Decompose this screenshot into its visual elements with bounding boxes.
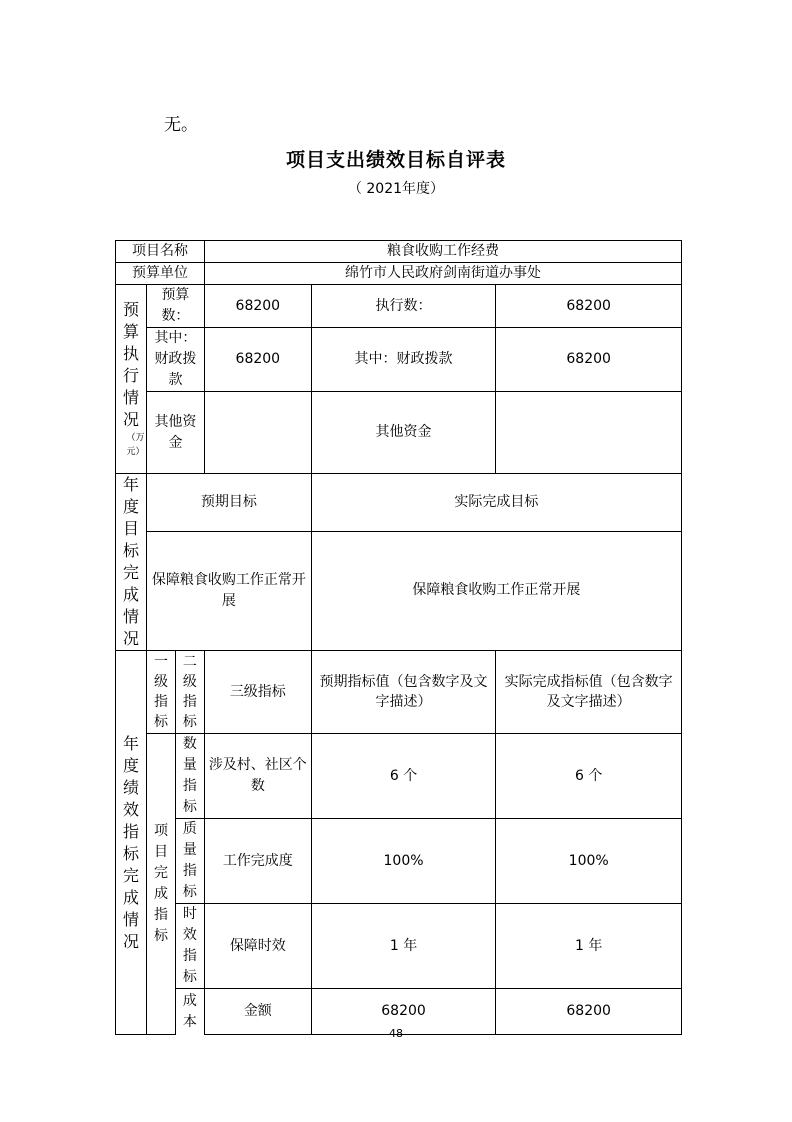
lead-text: 无。 — [164, 115, 198, 135]
level3-header: 三级指标 — [204, 651, 311, 734]
indicator-row — [116, 734, 682, 819]
indicator-row — [116, 904, 682, 989]
other-label: 其他资金 — [146, 392, 204, 474]
page-title: 项目支出绩效目标自评表 — [285, 149, 506, 171]
exec-value: 68200 — [496, 285, 682, 328]
budget-value: 68200 — [204, 285, 311, 328]
level1-item: 项目完成指标 — [146, 734, 175, 1035]
indicator-expected: 100% — [311, 819, 496, 904]
indicator-row — [116, 819, 682, 904]
indicator-level2: 时效指标 — [175, 904, 204, 989]
goal-content-row — [116, 531, 682, 650]
project-name-label: 项目名称 — [116, 241, 205, 263]
indicator-expected: 6 个 — [311, 734, 496, 819]
actual-goal-label: 实际完成目标 — [311, 474, 681, 532]
fiscal-budget: 68200 — [204, 328, 311, 392]
self-evaluation-table — [115, 240, 682, 1030]
exec-label: 执行数： — [311, 285, 496, 328]
other-exec-label: 其他资金 — [311, 392, 496, 474]
project-name-row — [116, 241, 682, 263]
indicator-level3: 涉及村、社区个数 — [204, 734, 311, 819]
fiscal-exec-label: 其中：财政拨款 — [311, 328, 496, 392]
fiscal-label: 其中：财政拨款 — [146, 328, 204, 392]
budget-unit-row — [116, 263, 682, 285]
budget-unit-label: 预算单位 — [116, 263, 205, 285]
indicator-level3: 工作完成度 — [204, 819, 311, 904]
other-exec — [496, 392, 682, 474]
other-budget — [204, 392, 311, 474]
budget-unit-note: （万元） — [126, 433, 145, 457]
indicator-level2: 数量指标 — [175, 734, 204, 819]
year-subtitle: （ 2021年度） — [347, 181, 445, 197]
indicator-level3: 保障时效 — [204, 904, 311, 989]
goal-header-row — [116, 474, 682, 532]
page-number: 48 — [389, 1027, 403, 1040]
goal-side-label: 年度目标完成情况 — [116, 474, 147, 651]
actual-goal: 保障粮食收购工作正常开展 — [311, 531, 681, 650]
indicator-level3: 金额 — [204, 989, 311, 1035]
actual-value-header: 实际完成指标值（包含数字及文字描述） — [496, 651, 682, 734]
expected-value-header: 预期指标值（包含数字及文字描述） — [311, 651, 496, 734]
indicator-expected: 68200 — [311, 989, 496, 1035]
fiscal-exec: 68200 — [496, 328, 682, 392]
indicator-level2: 质量指标 — [175, 819, 204, 904]
project-name-value: 粮食收购工作经费 — [204, 241, 681, 263]
indicator-actual: 68200 — [496, 989, 682, 1035]
indicator-actual: 100% — [496, 819, 682, 904]
level1-header: 一级指标 — [146, 651, 175, 734]
indicator-header-row — [116, 651, 682, 734]
fiscal-row — [116, 328, 682, 392]
indicator-actual: 6 个 — [496, 734, 682, 819]
indicator-level2: 成本 — [175, 989, 204, 1035]
level2-header: 二级指标 — [175, 651, 204, 734]
perf-side-label: 年度绩效指标完成情况 — [116, 651, 147, 1035]
indicator-actual: 1 年 — [496, 904, 682, 989]
indicator-expected: 1 年 — [311, 904, 496, 989]
other-funds-row — [116, 392, 682, 474]
budget-row — [116, 285, 682, 328]
budget-unit-value: 绵竹市人民政府剑南街道办事处 — [204, 263, 681, 285]
budget-side-label: 预算执行情况 （万元） — [116, 285, 147, 474]
expected-goal-label: 预期目标 — [146, 474, 311, 532]
expected-goal: 保障粮食收购工作正常开展 — [146, 531, 311, 650]
budget-label: 预算数： — [146, 285, 204, 328]
